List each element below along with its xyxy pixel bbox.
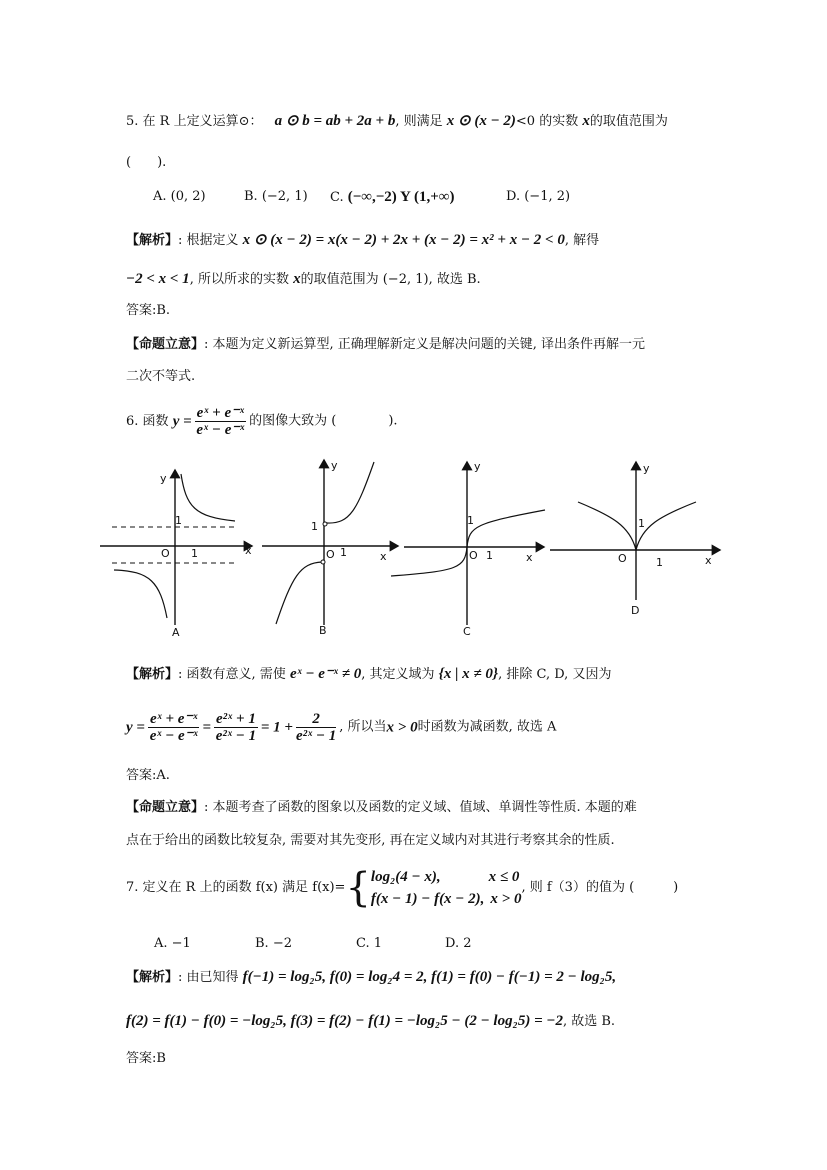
q6-analysis-domain: {x | x ≠ 0} (438, 666, 499, 682)
q6-analysis-frac-1: $\frac{\text{eˣ + e⁻ˣ}}{\text{eˣ − e⁻ˣ}}$ (149, 711, 198, 744)
q6-intent-2: 点在于给出的函数比较复杂, 需要对其先变形, 再在定义域内对其进行考察其余的性质. (126, 833, 615, 848)
graph-b-tick-x: 1 (340, 546, 347, 559)
graph-d-origin: O (618, 552, 627, 565)
graph-a-origin: O (161, 547, 170, 560)
graph-d-x-label: x (705, 554, 712, 567)
q5-option-d: D. (−1, 2) (506, 189, 571, 204)
graph-d-label: D (631, 604, 640, 617)
q7-analysis-line1: f(−1) = log₂5, f(0) = log₂4 = 2, f(1) = f(0) − f(−1) = 2 − log₂5, (242, 969, 617, 985)
q7-stem: 7. 定义在 R 上的函数 f(x) 满足 f(x)={ log₂(4 − x), x ≤ 0 f(x − 1) − f(x − 2), x > 0 , 则 f（3）的值为 ( ) (126, 865, 679, 911)
q5-option-b: B. (−2, 1) (244, 189, 308, 204)
q5-condition: x ⊙ (x − 2) (446, 113, 516, 129)
q6-intent-label: 【命题立意】 (126, 800, 205, 815)
q5-var: x (582, 113, 590, 129)
q7-option-d: D. 2 (445, 936, 472, 951)
graph-a-tick-x: 1 (191, 547, 198, 560)
q5-analysis: 【解析】: 根据定义 x ⊙ (x − 2) = x(x − 2) + 2x + (x − 2) = x² + x − 2 < 0, 解得 (126, 232, 600, 248)
q6-answer: 答案:A. (126, 768, 170, 783)
graph-a-label: A (172, 626, 180, 639)
graph-b (262, 459, 398, 637)
q5-stem-c: <0 的实数 (515, 114, 579, 129)
q7-analysis-label: 【解析】 (126, 970, 179, 985)
graph-c-curve-right (467, 510, 545, 547)
graph-a (100, 470, 252, 639)
q5-analysis-label: 【解析】 (126, 233, 179, 248)
q5-blank: ( ). (126, 155, 167, 170)
q5-analysis-inequality: −2 < x < 1 (126, 271, 190, 287)
graph-c-label: C (463, 625, 471, 638)
q7-analysis-line2: f(2) = f(1) − f(0) = −log₂5, f(3) = f(2) − f(1) = −log₂5 − (2 − log₂5) = −2 (126, 1013, 563, 1029)
graph-b-tick-y: 1 (311, 520, 318, 533)
graph-c-tick-x: 1 (486, 549, 493, 562)
graph-a-curve-left (114, 570, 167, 618)
graph-d-curve-right (636, 502, 696, 550)
q6-analysis: 【解析】: 函数有意义, 需使 eˣ − e⁻ˣ ≠ 0, 其定义域为 {x | x ≠ 0}, 排除 C, D, 又因为 (126, 666, 612, 682)
q6-intent: 【命题立意】: 本题考查了函数的图象以及函数的定义域、值域、单调性等性质. 本题的难 (126, 800, 637, 815)
graph-c (391, 460, 545, 638)
graph-d-y-label: y (643, 462, 650, 475)
q5-analysis-formula: x ⊙ (x − 2) = x(x − 2) + 2x + (x − 2) = x² + x − 2 < 0 (242, 232, 565, 248)
q6-analysis-condition: eˣ − e⁻ˣ ≠ 0 (289, 666, 362, 682)
graph-b-open-point-bottom (321, 560, 325, 564)
q7-cases: log₂(4 − x), x ≤ 0 f(x − 1) − f(x − 2), x > 0 (370, 869, 522, 907)
graph-b-label: B (319, 624, 327, 637)
q7-option-a: A. −1 (154, 936, 191, 951)
graph-b-open-point-top (323, 522, 327, 526)
q6-analysis-label: 【解析】 (126, 667, 179, 682)
graph-b-curve-left (276, 562, 322, 624)
graph-d-tick-x: 1 (656, 556, 663, 569)
q7-analysis-2: f(2) = f(1) − f(0) = −log₂5, f(3) = f(2) − f(1) = −log₂5 − (2 − log₂5) = −2, 故选 B. (126, 1013, 616, 1029)
q6-graphs (0, 450, 827, 650)
graph-c-x-label: x (526, 551, 533, 564)
q5-intent-label: 【命题立意】 (126, 337, 205, 352)
q7-brace: { (345, 865, 371, 911)
graph-b-x-label: x (380, 550, 387, 563)
q5-stem (126, 112, 668, 131)
q5-option-c-value: (−∞,−2) Y (1,+∞) (347, 189, 455, 205)
graph-a-x-label: x (245, 544, 252, 557)
q5-stem-a: 5. 在 R 上定义运算⊙： (126, 114, 263, 129)
q7-option-c: C. 1 (356, 936, 383, 951)
q6-analysis-frac-2: $\frac{\text{e²ˣ + 1}}{\text{e²ˣ − 1}}$ (215, 711, 257, 744)
q5-option-a: A. (0, 2) (153, 189, 206, 204)
q6-stem: 6. 函数 y = $\frac{\text{eˣ + e⁻ˣ}}{\text{eˣ − e⁻ˣ}}$ 的图像大致为 ( ). (126, 405, 398, 438)
graph-a-curve-right (181, 474, 235, 521)
q7-option-b: B. −2 (255, 936, 292, 951)
q6-analysis-2: y = $\frac{\text{eˣ + e⁻ˣ}}{\text{eˣ − e⁻ˣ}}$ = $\frac{\text{e²ˣ + 1}}{\text{e²ˣ − 1}}$ = 1 + $\frac{2}{\text{e²ˣ − 1}}$ , 所以当x > 0时函数为减函数, 故选 A (126, 711, 557, 744)
q6-analysis-frac-3: $\frac{2}{\text{e²ˣ − 1}}$ (295, 711, 337, 744)
q7-analysis: 【解析】: 由已知得 f(−1) = log₂5, f(0) = log₂4 = 2, f(1) = f(0) − f(−1) = 2 − log₂5, (126, 969, 617, 985)
graph-c-origin: O (469, 549, 478, 562)
q5-definition: a ⊙ b = ab + 2a + b (274, 113, 396, 129)
q5-option-c: C. (−∞,−2) Y (1,+∞) (330, 189, 455, 205)
graph-c-y-label: y (474, 460, 481, 473)
graph-d (550, 462, 720, 617)
graph-c-curve-left (391, 547, 467, 576)
graph-b-y-label: y (331, 459, 338, 472)
graph-c-tick-y: 1 (467, 514, 474, 527)
graph-d-curve-left (578, 502, 636, 550)
graph-d-tick-y: 1 (638, 517, 645, 530)
graph-b-origin: O (326, 548, 335, 561)
q5-intent-2: 二次不等式. (126, 369, 196, 384)
graph-a-y-label: y (160, 472, 167, 485)
q7-answer: 答案:B (126, 1051, 166, 1066)
q6-fraction: $\frac{\text{eˣ + e⁻ˣ}}{\text{eˣ − e⁻ˣ}}$ (196, 405, 245, 438)
q5-intent: 【命题立意】: 本题为定义新运算型, 正确理解新定义是解决问题的关键, 译出条件再解一元 (126, 337, 646, 352)
q5-stem-b: , 则满足 (395, 114, 443, 129)
q5-stem-d: 的取值范围为 (589, 114, 668, 129)
q5-analysis-2: −2 < x < 1, 所以所求的实数 x的取值范围为 (−2, 1), 故选 B. (126, 271, 481, 287)
graph-a-tick-y: 1 (175, 514, 182, 527)
q5-answer: 答案:B. (126, 303, 171, 318)
